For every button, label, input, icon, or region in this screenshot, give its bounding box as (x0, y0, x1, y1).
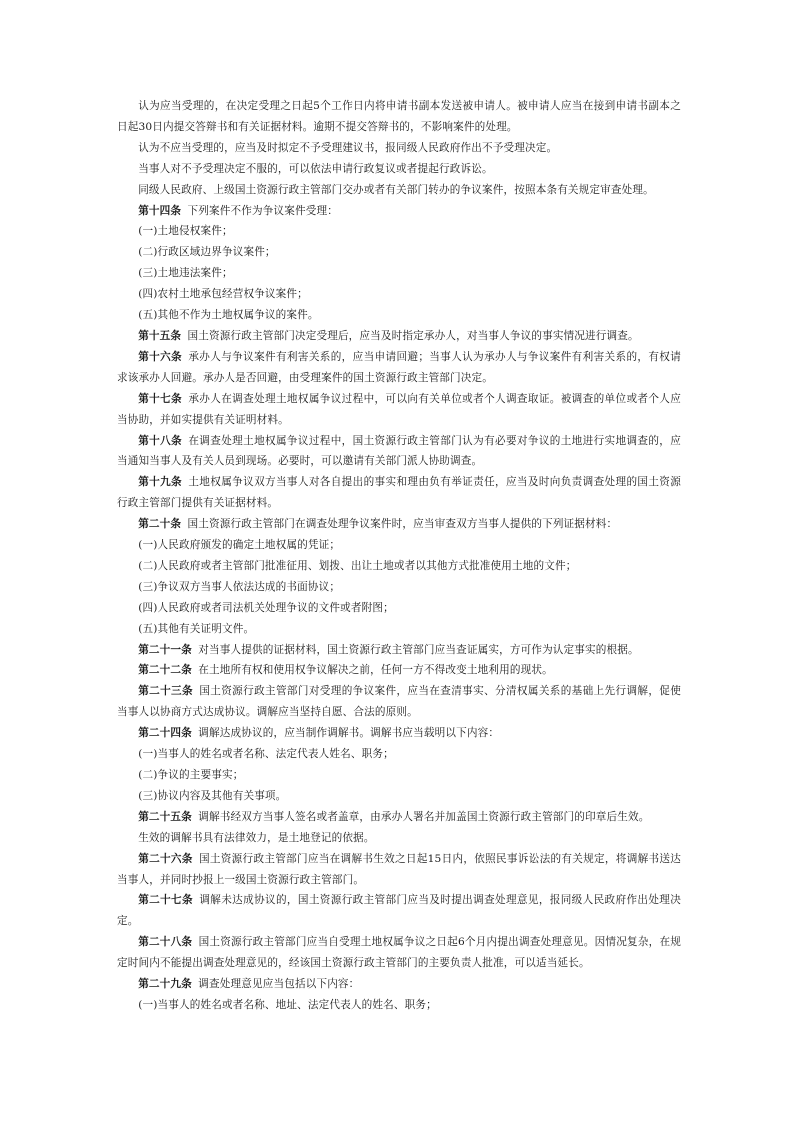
list-item (117, 535, 681, 556)
article-number: 第二十条 (138, 518, 182, 531)
article-number: 第二十三条 (138, 685, 193, 698)
paragraph-text: 生效的调解书具有法律效力，是土地登记的依据。 (138, 831, 375, 844)
list-item (117, 305, 681, 326)
paragraph-text: 承办人在调查处理土地权属争议过程中，可以向有关单位或者个人调查取证。被调查的单位或者个人应当协助，并如实提供有关证明材料。 (117, 392, 681, 426)
article-paragraph (117, 201, 681, 222)
list-item (117, 995, 681, 1016)
paragraph-text: 下列案件不作为争议案件受理： (187, 204, 338, 217)
article-number: 第十六条 (138, 350, 182, 363)
article-number: 第二十一条 (138, 643, 192, 656)
paragraph-text: 国土资源行政主管部门应当在调解书生效之日起15日内，依照民事诉讼法的有关规定，将调解书送达当事人，并同时抄报上一级国土资源行政主管部门。 (117, 852, 682, 886)
paragraph-text: 认为应当受理的，在决定受理之日起5个工作日内将申请书副本发送被申请人。被申请人应当在接到申请书副本之日起30日内提交答辩书和有关证据材料。逾期不提交答辩书的，不影响案件的处理。 (117, 100, 681, 133)
article-number: 第二十九条 (138, 978, 192, 991)
paragraph-text: 国土资源行政主管部门应当自受理土地权属争议之日起6个月内提出调查处理意见。因情况复杂，在规定时间内不能提出调查处理意见的，经该国土资源行政主管部门的主要负责人批准，可以适当延长。 (117, 936, 681, 970)
paragraph-text: 承办人与争议案件有利害关系的，应当申请回避；当事人认为承办人与争议案件有利害关系的，有权请求该承办人回避。承办人是否回避，由受理案件的国土资源行政主管部门决定。 (117, 350, 681, 384)
list-item (117, 221, 681, 242)
article-paragraph (117, 640, 681, 661)
paragraph-text: 同级人民政府、上级国土资源行政主管部门交办或者有关部门转办的争议案件，按照本条有关规定审查处理。 (138, 183, 654, 196)
list-item (117, 598, 681, 619)
text-paragraph (117, 828, 681, 849)
article-paragraph (117, 514, 681, 535)
paragraph-text: (三)协议内容及其他有关事项。 (138, 789, 287, 802)
paragraph-text: (一)当事人的姓名或者名称、法定代表人姓名、职务； (138, 748, 394, 761)
paragraph-text: 对当事人提供的证据材料，国土资源行政主管部门应当查证属实，方可作为认定事实的根据。 (198, 643, 639, 656)
article-paragraph (117, 389, 681, 431)
text-paragraph (117, 159, 681, 180)
paragraph-text: 在调查处理土地权属争议过程中，国土资源行政主管部门认为有必要对争议的土地进行实地调查的，应当通知当事人及有关人员到现场。必要时，可以邀请有关部门派人协助调查。 (117, 434, 681, 468)
list-item (117, 263, 681, 284)
article-paragraph (117, 807, 681, 828)
paragraph-text: 国土资源行政主管部门在调查处理争议案件时，应当审查双方当事人提供的下列证据材料： (187, 518, 618, 531)
article-paragraph (117, 660, 681, 681)
paragraph-text: (一)人民政府颁发的确定土地权属的凭证； (138, 539, 341, 552)
paragraph-text: (二)争议的主要事实； (138, 769, 244, 781)
paragraph-text: (五)其他有关证明文件。 (138, 622, 255, 635)
article-paragraph (117, 326, 681, 347)
article-number: 第十五条 (138, 329, 182, 342)
paragraph-text: (二)人民政府或者主管部门批准征用、划拨、出让土地或者以其他方式批准使用土地的文件； (138, 559, 577, 572)
article-paragraph (117, 932, 681, 974)
list-item (117, 744, 681, 765)
article-number: 第十九条 (138, 476, 182, 489)
list-item (117, 786, 681, 807)
paragraph-text: 调查处理意见应当包括以下内容： (198, 978, 360, 991)
article-number: 第十八条 (138, 434, 182, 447)
list-item (117, 619, 681, 640)
list-item (117, 577, 681, 598)
article-paragraph (117, 974, 681, 995)
list-item (117, 284, 681, 305)
article-paragraph (117, 472, 681, 514)
article-number: 第十四条 (138, 204, 182, 217)
paragraph-text: 调解未达成协议的，国土资源行政主管部门应当及时提出调查处理意见，报同级人民政府作出处理决定。 (117, 894, 681, 928)
paragraph-text: 调解书经双方当事人签名或者盖章，由承办人署名并加盖国土资源行政主管部门的印章后生效。 (198, 810, 650, 823)
text-paragraph (117, 96, 681, 138)
paragraph-text: 国土资源行政主管部门对受理的争议案件，应当在查清事实、分清权属关系的基础上先行调解，促使当事人以协商方式达成协议。调解应当坚持自愿、合法的原则。 (117, 685, 681, 719)
paragraph-text: 土地权属争议双方当事人对各自提出的事实和理由负有举证责任，应当及时向负责调查处理的国土资源行政主管部门提供有关证据材料。 (117, 476, 681, 510)
article-paragraph (117, 723, 681, 744)
article-paragraph (117, 347, 681, 389)
paragraph-text: (一)当事人的姓名或者名称、地址、法定代表人的姓名、职务； (138, 998, 437, 1011)
paragraph-text: 国土资源行政主管部门决定受理后，应当及时指定承办人，对当事人争议的事实情况进行调查。 (187, 329, 639, 342)
list-item (117, 765, 681, 786)
article-number: 第二十七条 (138, 894, 193, 907)
paragraph-text: 在土地所有权和使用权争议解决之前，任何一方不得改变土地利用的现状。 (198, 664, 553, 677)
list-item (117, 556, 681, 577)
list-item (117, 242, 681, 263)
paragraph-text: (四)人民政府或者司法机关处理争议的文件或者附图； (138, 601, 394, 614)
article-number: 第二十五条 (138, 810, 192, 823)
article-number: 第二十二条 (138, 664, 192, 677)
paragraph-text: 当事人对不予受理决定不服的，可以依法申请行政复议或者提起行政诉讼。 (138, 162, 493, 175)
document-body (117, 96, 681, 1016)
article-paragraph (117, 849, 681, 891)
text-paragraph (117, 180, 681, 201)
paragraph-text: (二)行政区域边界争议案件； (138, 246, 276, 259)
article-paragraph (117, 431, 681, 473)
article-paragraph (117, 681, 681, 723)
paragraph-text: (四)农村土地承包经营权争议案件； (138, 288, 308, 301)
article-paragraph (117, 890, 681, 932)
text-paragraph (117, 138, 681, 159)
article-number: 第十七条 (138, 392, 182, 405)
paragraph-text: (一)土地侵权案件； (138, 225, 233, 238)
article-number: 第二十四条 (138, 727, 192, 740)
paragraph-text: (五)其他不作为土地权属争议的案件。 (138, 309, 319, 322)
paragraph-text: (三)土地违法案件； (138, 267, 233, 280)
paragraph-text: (三)争议双方当事人依法达成的书面协议； (138, 580, 341, 593)
article-number: 第二十八条 (138, 936, 193, 949)
article-number: 第二十六条 (138, 852, 193, 865)
paragraph-text: 认为不应当受理的，应当及时拟定不予受理建议书，报同级人民政府作出不予受理决定。 (138, 141, 558, 154)
paragraph-text: 调解达成协议的，应当制作调解书。调解书应当载明以下内容： (198, 727, 500, 740)
